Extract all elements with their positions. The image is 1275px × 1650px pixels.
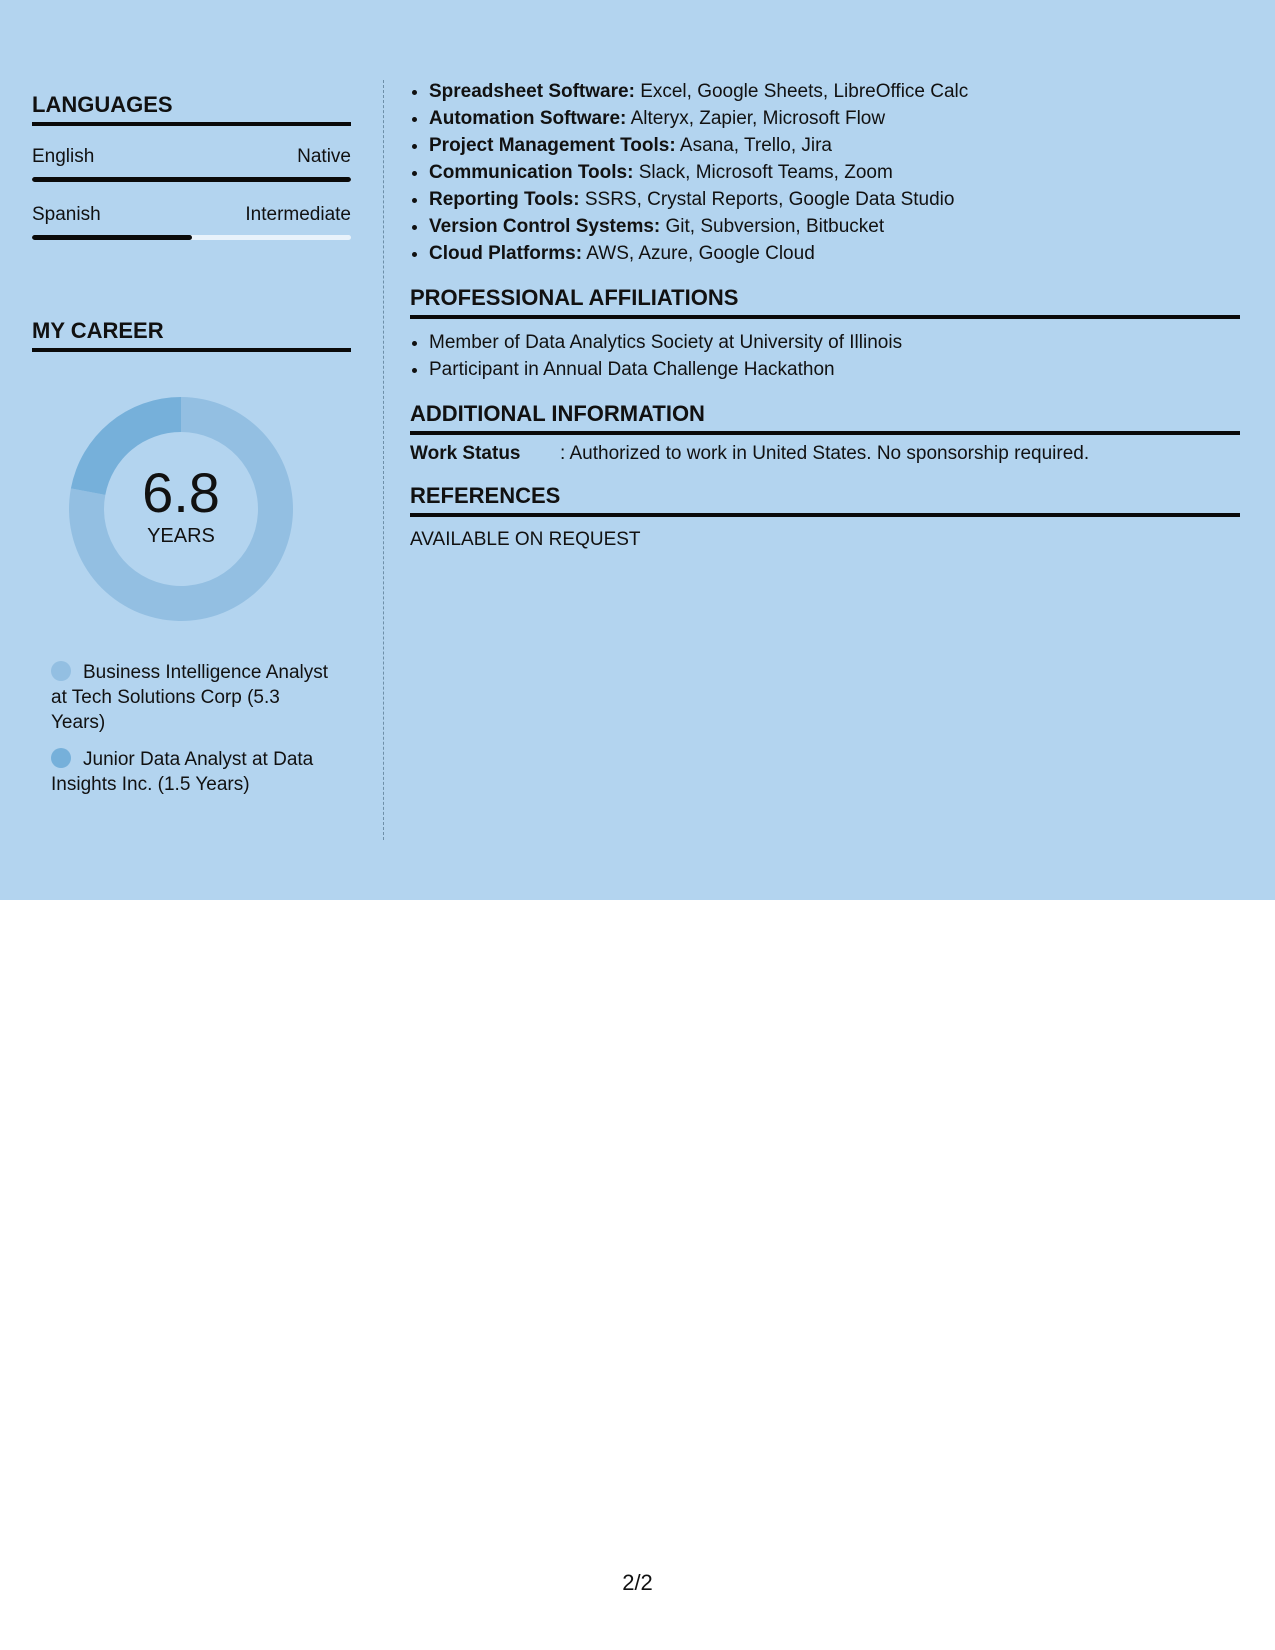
languages-heading: LANGUAGES [32, 92, 351, 126]
work-status-label: Work Status [410, 443, 521, 464]
affiliations-heading: PROFESSIONAL AFFILIATIONS [410, 285, 1240, 319]
tool-values: Asana, Trello, Jira [679, 135, 832, 156]
affiliations-list [410, 329, 1240, 383]
work-status-row [410, 443, 1240, 465]
left-column [32, 92, 351, 809]
career-legend-item [51, 747, 331, 797]
column-divider [383, 80, 384, 840]
tool-values: Git, Subversion, Bitbucket [665, 216, 885, 237]
tool-values: AWS, Azure, Google Cloud [586, 243, 815, 264]
career-total-years: 6.8 [142, 460, 220, 524]
affiliation-item: • Participant in Annual Data Challenge Hackathon [429, 356, 1240, 383]
tool-category: Communication Tools: [429, 162, 634, 183]
donut-center [66, 394, 296, 624]
tool-item [429, 159, 1240, 186]
tool-category: Cloud Platforms: [429, 243, 583, 264]
career-legend-item [51, 660, 331, 735]
work-status-value: : Authorized to work in United States. No sponsorship required. [560, 443, 1090, 464]
tool-category: Project Management Tools: [429, 135, 676, 156]
references-text: AVAILABLE ON REQUEST [410, 529, 641, 550]
career-heading: MY CAREER [32, 318, 351, 352]
tool-category: Version Control Systems: [429, 216, 661, 237]
tool-values: Alteryx, Zapier, Microsoft Flow [630, 108, 886, 129]
career-entry-label: Junior Data Analyst at Data Insights Inc. (1.5 Years) [51, 749, 314, 795]
tool-values: Slack, Microsoft Teams, Zoom [638, 162, 893, 183]
page-number: 2/2 [622, 1570, 653, 1595]
tool-values: Excel, Google Sheets, LibreOffice Calc [640, 81, 969, 102]
tool-item [429, 240, 1240, 267]
tool-item [429, 186, 1240, 213]
language-bar [32, 235, 351, 240]
tool-item [429, 78, 1240, 105]
language-bar [32, 177, 351, 182]
legend-dot [51, 661, 71, 681]
affiliations-section [410, 285, 1240, 383]
career-total-unit: YEARS [147, 524, 215, 547]
tool-item [429, 132, 1240, 159]
language-level: Native [297, 146, 351, 167]
language-name: English [32, 146, 95, 167]
language-name: Spanish [32, 204, 101, 225]
language-bar-fill [32, 177, 351, 182]
career-entry-label: Business Intelligence Analyst at Tech Solutions Corp (5.3 Years) [51, 662, 329, 733]
legend-dot [51, 748, 71, 768]
affiliation-item: • Member of Data Analytics Society at University of Illinois [429, 329, 1240, 356]
language-item-english [32, 146, 351, 182]
tool-item [429, 213, 1240, 240]
additional-info-section [410, 401, 1240, 465]
references-heading: REFERENCES [410, 483, 1240, 517]
tool-item [429, 105, 1240, 132]
language-level: Intermediate [245, 204, 351, 225]
tool-values: SSRS, Crystal Reports, Google Data Studio [584, 189, 955, 210]
references-section [410, 483, 1240, 551]
right-column [410, 78, 1240, 551]
language-bar-fill [32, 235, 192, 240]
tool-category: Reporting Tools: [429, 189, 580, 210]
tool-category: Automation Software: [429, 108, 627, 129]
tool-category: Spreadsheet Software: [429, 81, 635, 102]
tools-list [410, 78, 1240, 267]
career-legend [51, 660, 331, 797]
career-donut-chart [66, 394, 296, 624]
language-item-spanish [32, 204, 351, 240]
additional-info-heading: ADDITIONAL INFORMATION [410, 401, 1240, 435]
